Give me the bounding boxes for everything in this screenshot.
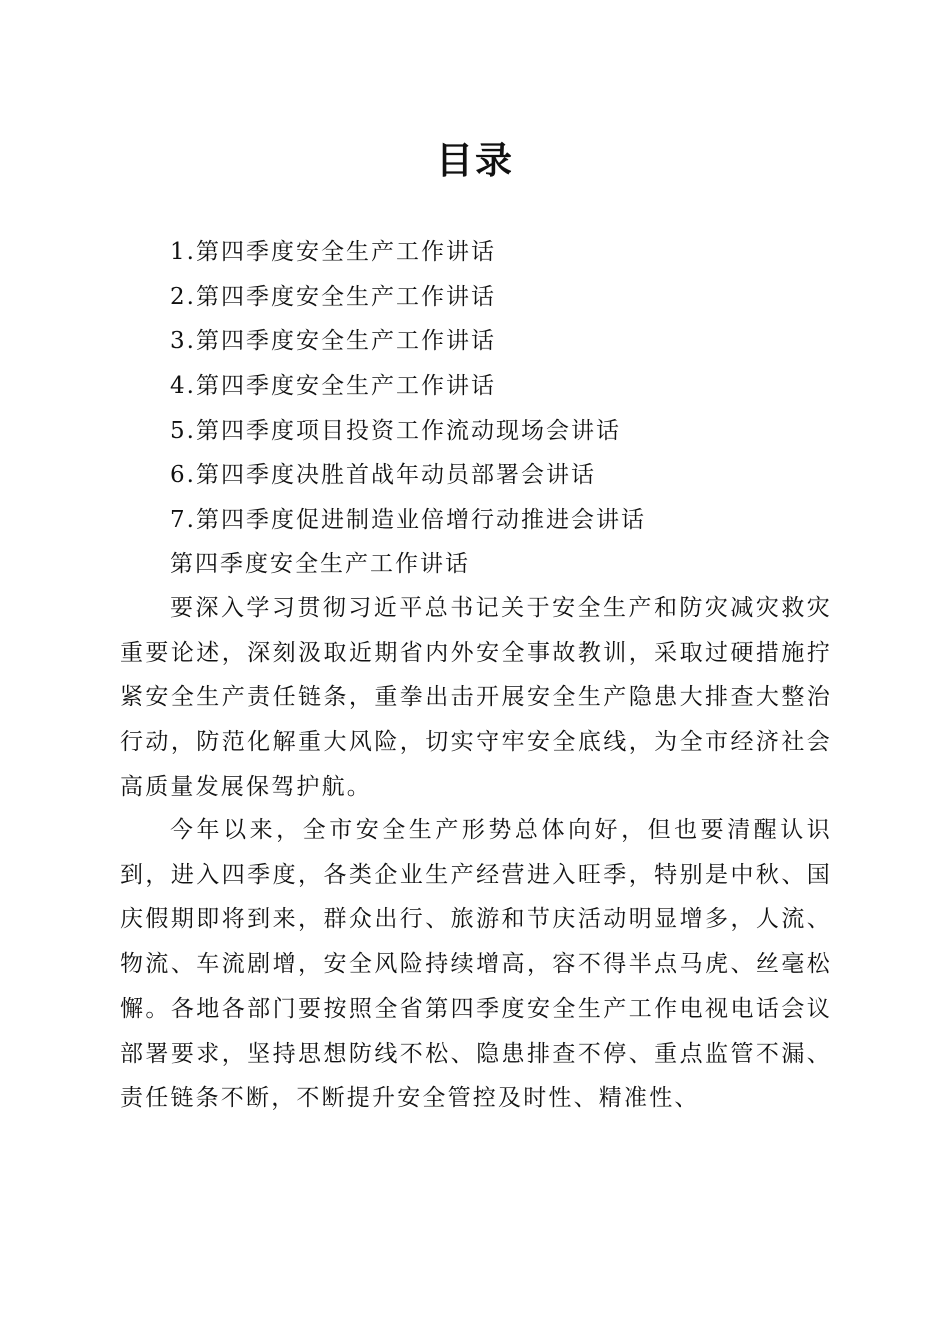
- page-title: 目录: [436, 138, 514, 182]
- toc-item: 6.第四季度决胜首战年动员部署会讲话: [170, 462, 596, 489]
- toc-item: 5.第四季度项目投资工作流动现场会讲话: [170, 417, 621, 444]
- toc-item: 3.第四季度安全生产工作讲话: [170, 328, 496, 355]
- body-paragraph: 今年以来，全市安全生产形势总体向好，但也要清醒认识到，进入四季度，各类企业生产经营进入旺季，特别是中秋、国庆假期即将到来，群众出行、旅游和节庆活动明显增多，人流、物流、车流剧增，安全风险持续增高，容不得半点马虎、丝毫松懈。各地各部门要按照全省第四季度安全生产工作电视电话会议部署要求，坚持思想防线不松、隐患排查不停、重点监管不漏、责任链条不断，不断提升安全管控及时性、精准性、: [120, 817, 832, 1112]
- toc-item: 1.第四季度安全生产工作讲话: [170, 239, 496, 265]
- table-of-contents: [170, 230, 870, 543]
- section-heading: 第四季度安全生产工作讲话: [170, 551, 470, 577]
- body-paragraph: 要深入学习贯彻习近平总书记关于安全生产和防灾减灾救灾重要论述，深刻汲取近期省内外安全事故教训，采取过硬措施拧紧安全生产责任链条，重拳出击开展安全生产隐患大排查大整治行动，防范化解重大风险，切实守牢安全底线，为全市经济社会高质量发展保驾护航。: [120, 595, 832, 800]
- toc-item: 4.第四季度安全生产工作讲话: [170, 373, 496, 400]
- toc-item: 2.第四季度安全生产工作讲话: [170, 283, 496, 310]
- toc-item: 7.第四季度促进制造业倍增行动推进会讲话: [170, 507, 646, 534]
